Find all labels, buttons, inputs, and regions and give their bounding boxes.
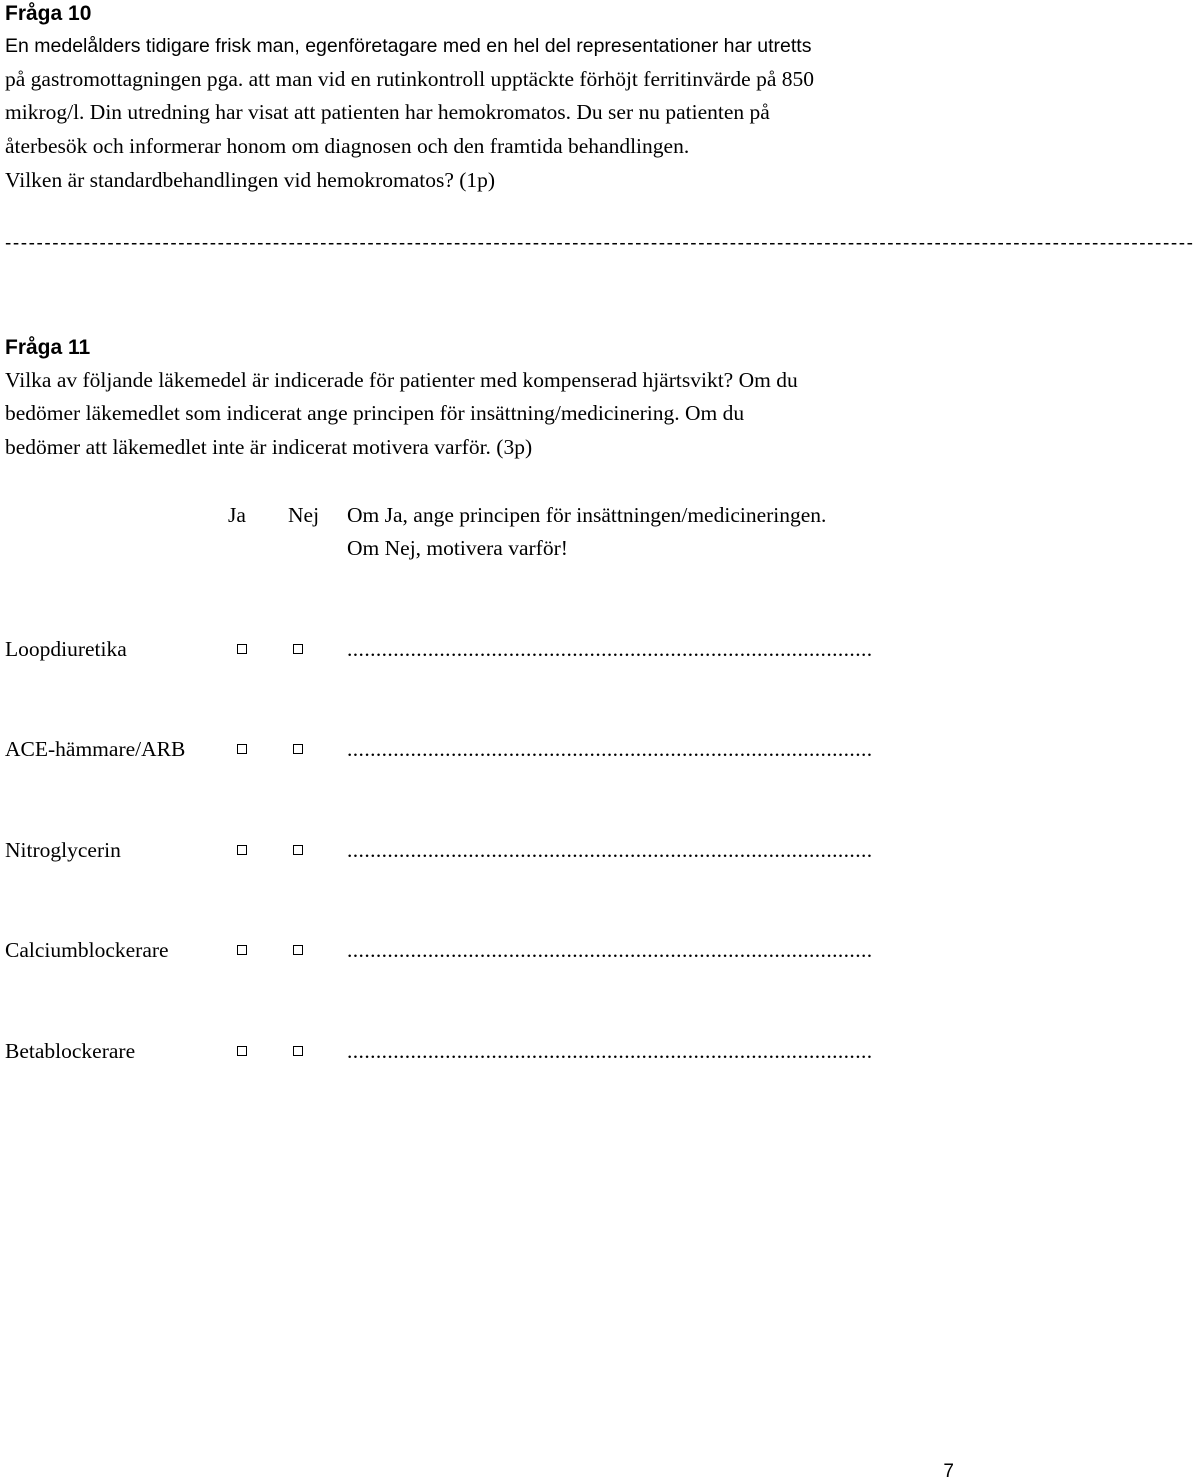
ja-checkbox[interactable] (237, 945, 247, 955)
column-header-instruction-nej: Om Nej, motivera varför! (347, 536, 568, 560)
nej-checkbox[interactable] (293, 945, 303, 955)
drug-row-betablockerare (0, 1038, 960, 1068)
answer-field[interactable]: ........................................................................................... (347, 637, 873, 661)
column-header-ja: Ja (228, 503, 246, 527)
ja-checkbox[interactable] (237, 845, 247, 855)
drug-row-calciumblockerare (0, 937, 960, 967)
question-10-text-line: En medelålders tidigare frisk man, egenföretagare med en hel del representationer har utretts (5, 35, 812, 57)
ja-checkbox[interactable] (237, 644, 247, 654)
drug-name: Calciumblockerare (5, 938, 169, 962)
answer-field[interactable]: ........................................................................................... (347, 737, 873, 761)
question-10-text-line: på gastromottagningen pga. att man vid en rutinkontroll upptäckte förhöjt ferritinvärde på 850 (5, 67, 815, 91)
drug-row-nitroglycerin (0, 837, 960, 867)
nej-checkbox[interactable] (293, 845, 303, 855)
drug-name: Nitroglycerin (5, 838, 121, 862)
nej-checkbox[interactable] (293, 644, 303, 654)
answer-field[interactable]: ........................................................................................... (347, 938, 873, 962)
question-10-heading: Fråga 10 (5, 2, 92, 25)
drug-row-loopdiuretika (0, 636, 960, 666)
question-10-text-line: mikrog/l. Din utredning har visat att patienten har hemokromatos. Du ser nu patienten på (5, 100, 770, 124)
ja-checkbox[interactable] (237, 744, 247, 754)
answer-field[interactable]: ........................................................................................... (347, 1039, 873, 1063)
drug-name: ACE-hämmare/ARB (5, 737, 186, 761)
nej-checkbox[interactable] (293, 744, 303, 754)
question-10-text-line: återbesök och informerar honom om diagnosen och den framtida behandlingen. (5, 134, 690, 158)
drug-name: Betablockerare (5, 1039, 136, 1063)
question-10-prompt: Vilken är standardbehandlingen vid hemokromatos? (1p) (5, 168, 496, 192)
question-11-heading: Fråga 11 (5, 336, 91, 359)
answer-separator-line: ------------------------------------------------------------------------------------------------------------------------------------------------------- (5, 233, 1194, 254)
question-11-text-line: bedömer läkemedlet som indicerat ange principen för insättning/medicinering. Om du (5, 401, 745, 425)
column-header-instruction: Om Ja, ange principen för insättningen/medicineringen. (347, 503, 827, 527)
nej-checkbox[interactable] (293, 1046, 303, 1056)
column-header-nej: Nej (288, 503, 320, 527)
question-11-text-line: bedömer att läkemedlet inte är indicerat motivera varför. (3p) (5, 435, 533, 459)
drug-name: Loopdiuretika (5, 637, 127, 661)
drug-row-ace-hammare-arb (0, 736, 960, 766)
page-number: 7 (943, 1461, 954, 1482)
question-11-text-line: Vilka av följande läkemedel är indicerade för patienter med kompenserad hjärtsvikt? Om du (5, 368, 798, 392)
ja-checkbox[interactable] (237, 1046, 247, 1056)
answer-field[interactable]: ........................................................................................... (347, 838, 873, 862)
